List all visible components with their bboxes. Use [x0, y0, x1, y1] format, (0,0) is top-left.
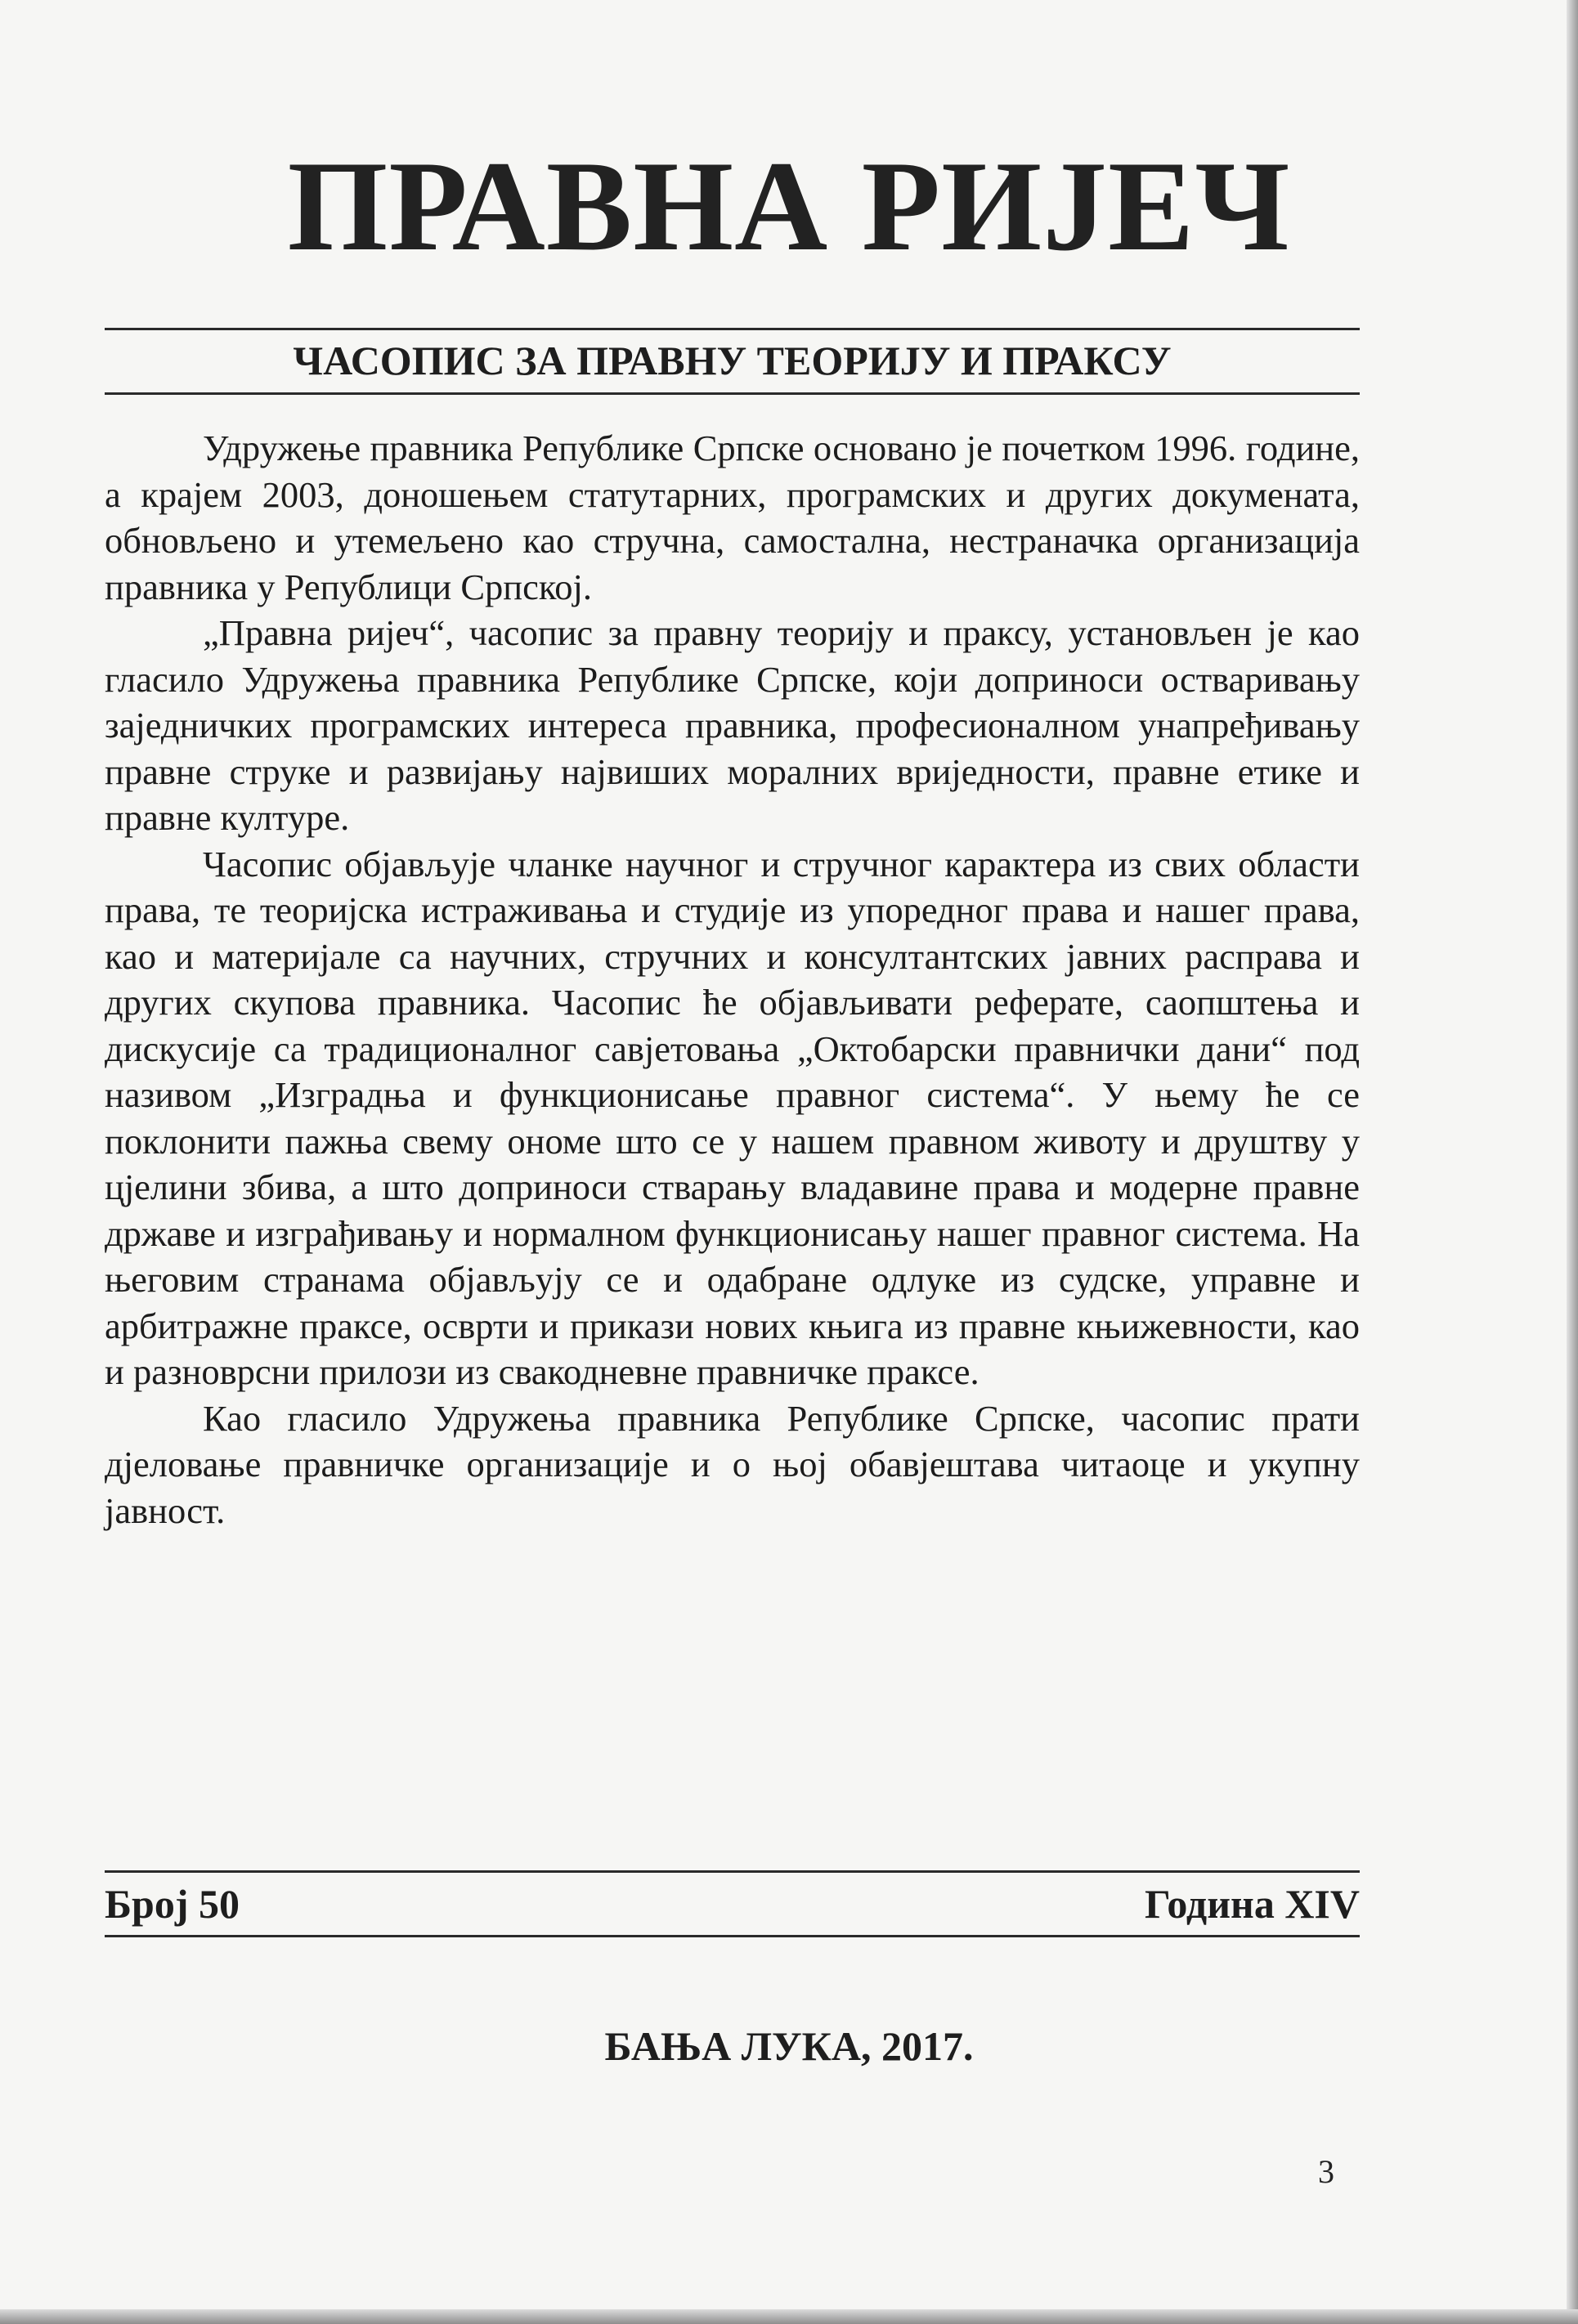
paragraph: „Правна ријеч“, часопис за правну теорију и праксу, установљен је као гласило Удружења правника Републике Српске, који доприноси остваривању заједничких програмских интереса правника, професионалном унапређивању правне струке и развијању највиших моралних вриједности, правне етике и правне културе. [105, 612, 1360, 838]
scan-edge-right [1567, 0, 1578, 2324]
journal-subtitle: ЧАСОПИС ЗА ПРАВНУ ТЕОРИЈУ И ПРАКСУ [293, 338, 1172, 383]
issue-number: Број 50 [105, 1881, 240, 1927]
paragraph: Часопис објављује чланке научног и стручног карактера из свих области права, те теоријска истраживања и студије из упоредног права и нашег права, као и материјале са научних, стручних и консултантских јавних расправа и других скупова правника. Часопис ће објављивати реферате, саопштења и дискусије са традиционалног савјетовања „Октобарски правнички дани“ под називом „Изградња и функционисање правног система“. У њему ће се поклонити пажња свему ономе што се у нашем правном животу и друштву у цјелини збива, а што доприноси стварању владавине права и модерне правне државе и изграђивању и нормалном функционисању нашег правног система. На његовим странама објављују се и одабране одлуке из судске, управне и арбитражне праксе, осврти и прикази нових књига из правне књижевности, као и разноврсни прилози из свакодневне правничке праксе. [105, 843, 1360, 1392]
scan-edge-bottom [0, 2309, 1578, 2324]
paragraph: Удружење правника Републике Српске основано је почетком 1996. године, а крајем 2003, доношењем статутарних, програмских и других докумената, обновљено и утемељено као стручна, самостална, нестраначка организација правника у Републици Српској. [105, 428, 1360, 607]
page-number: 3 [1318, 2153, 1334, 2190]
description-text [105, 425, 1360, 1534]
journal-title: ПРАВНА РИЈЕЧ [287, 135, 1291, 278]
issue-year: Година XIV [1144, 1881, 1360, 1927]
paragraph: Као гласило Удружења правника Републике Српске, часопис прати дјеловање правничке организације и о њој обавјештава читаоце и укупну јавност. [105, 1397, 1360, 1531]
title-rule-bottom [105, 392, 1360, 395]
publication-place-year: БАЊА ЛУКА, 2017. [604, 2023, 974, 2069]
title-rule-top [105, 328, 1360, 330]
issue-info [105, 1873, 1360, 1935]
issue-rule-bottom [105, 1935, 1360, 1937]
